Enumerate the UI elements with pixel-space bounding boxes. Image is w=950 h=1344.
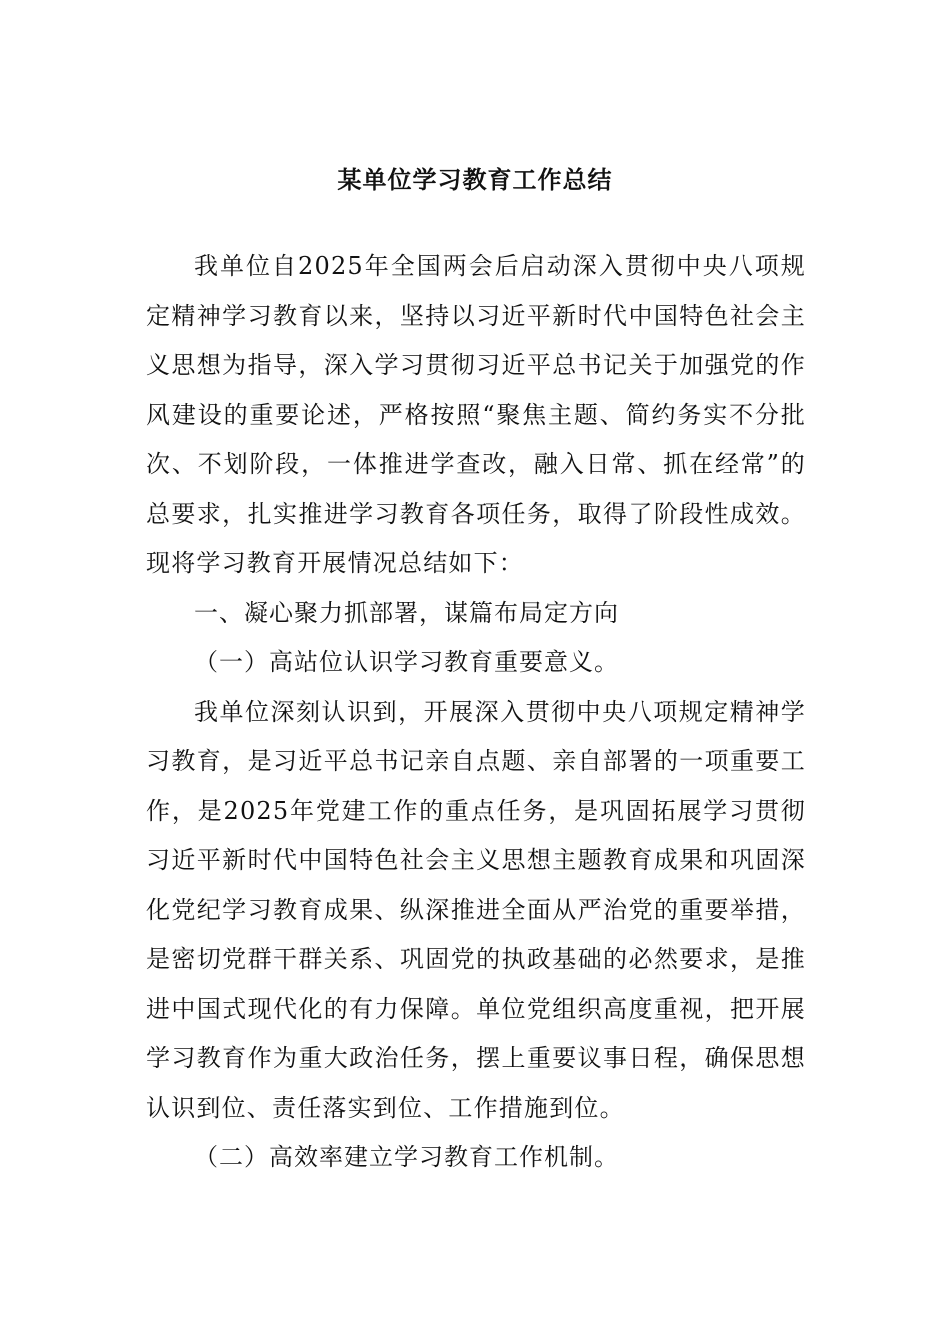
body-paragraph: 我单位深刻认识到，开展深入贯彻中央八项规定精神学习教育，是习近平总书记亲自点题、亲自部署的一项重要工作，是2025年党建工作的重点任务，是巩固拓展学习贯彻习近平新时代中国特色社会主义思想主题教育成果和巩固深化党纪学习教育成果、纵深推进全面从严治党的重要举措，是密切党群干群关系、巩固党的执政基础的必然要求，是推进中国式现代化的有力保障。单位党组织高度重视，把开展学习教育作为重大政治任务，摆上重要议事日程，确保思想认识到位、责任落实到位、工作措施到位。	[146, 697, 806, 1122]
intro-paragraph: 我单位自2025年全国两会后启动深入贯彻中央八项规定精神学习教育以来，坚持以习近平新时代中国特色社会主义思想为指导，深入学习贯彻习近平总书记关于加强党的作风建设的重要论述，严格按照“聚焦主题、简约务实不分批次、不划阶段，一体推进学查改，融入日常、抓在经常”的总要求，扎实推进学习教育各项任务，取得了阶段性成效。现将学习教育开展情况总结如下：	[146, 252, 806, 577]
document-body	[146, 199, 806, 1183]
document-title: 某单位学习教育工作总结	[337, 165, 613, 194]
section-heading-1: 一、凝心聚力抓部署，谋篇布局定方向	[194, 598, 619, 627]
title-spacer	[146, 199, 806, 242]
subsection-heading-1: （一）高站位认识学习教育重要意义。	[194, 648, 619, 676]
subsection-heading-2: （二）高效率建立学习教育工作机制。	[194, 1143, 619, 1171]
